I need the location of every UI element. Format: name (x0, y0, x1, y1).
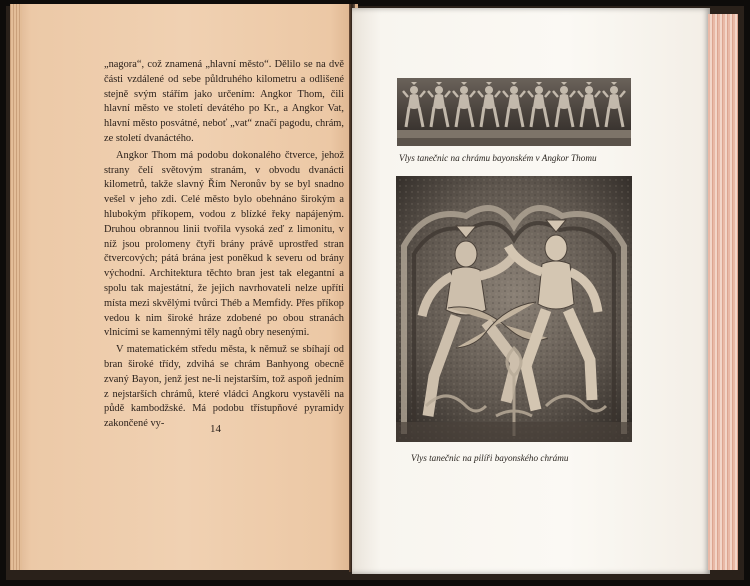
paragraph-3: V matematickém středu města, k němuž se sbíhají od bran široké třídy, zdvihá se chrám Banhyong obecně zvaný Bayon, jenž jest ne-li nejstarším, tož aspoň jedním z nejstarších chrámů, které vládci Angkoru vystavěli na půdě kambodžské. Má podobu třístupňové pyramidy zakončené vy- (104, 344, 344, 430)
caption-top: Vlys tanečnic na chrámu bayonském v Angkor Thomu (399, 153, 597, 163)
relief-photo-bottom (396, 176, 632, 442)
caption-bottom: Vlys tanečnic na pilíři bayonského chrámu (411, 453, 569, 463)
right-page-edge (708, 14, 738, 570)
apsara-relief-image (396, 176, 632, 442)
left-page-text (104, 58, 344, 432)
left-page-edge (10, 4, 22, 570)
paragraph-1: „nagora“, což znamená „hlavní město“. Dělilo se na dvě části vzdálené od sebe půldruhého kilometru a odlišené stejně svým stářím jako určením: Angkor Thom, čili hlavní město ve století devátého po Kr., a Angkor Vat, hlavní město posvátné, neboť „vat“ značí pagodu, chrám, ze století dvanáctého. (104, 59, 344, 144)
dancers-frieze-image (397, 78, 631, 146)
frieze-photo-top (397, 78, 631, 146)
paragraph-2: Angkor Thom má podobu dokonalého čtverce, jehož strany čelí světovým stranám, v obvodu dvanácti kilometrů, takže slavný Řím Neronův by se byl snadno vešel v jeho zdi. Celé město bylo obehnáno širokým a hlubokým příkopem, vodou z blízké řeky napájeným. Druhou obrannou linii tvořila vysoká zeď z limonitu, v níž jsou prolomeny čtyři brány právě uprostřed stran čtvercových; pátá brána jest poněkud k severu od brány východní. Architektura těchto bran jest tak elegantní a spolu tak majestátní, že jejich navrhovateli nelze upříti místa mezi skvělými tvůrci Théb a Memfidy. Přes příkop vedou k nim široké hráze zdobené po obou stranách vlnicími se kamennými těly nagů obry nesenými. (104, 149, 344, 339)
page-number: 14 (210, 423, 221, 435)
